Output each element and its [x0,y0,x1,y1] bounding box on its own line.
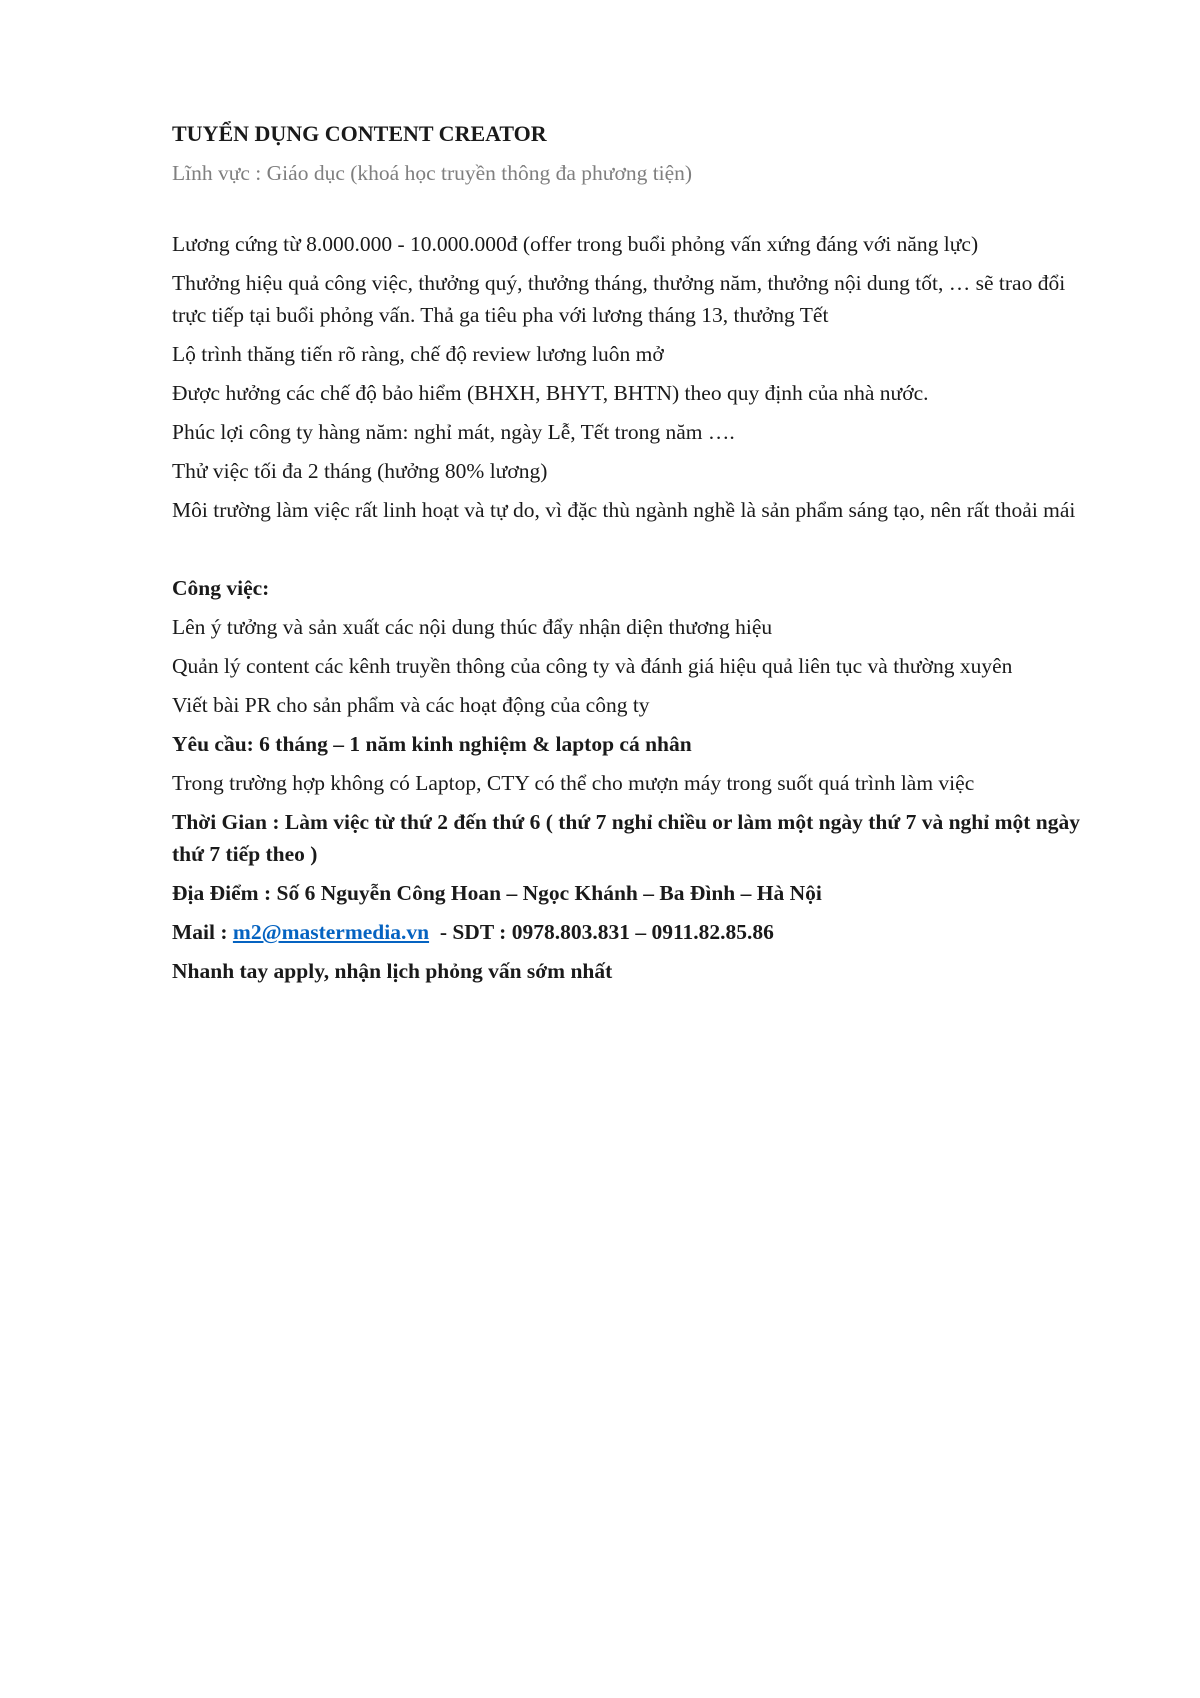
spacer [172,189,1102,228]
benefit-item: Được hưởng các chế độ bảo hiểm (BHXH, BHYT, BHTN) theo quy định của nhà nước. [172,381,929,405]
job-item: Lên ý tưởng và sản xuất các nội dung thúc đẩy nhận diện thương hiệu [172,615,773,639]
benefits-list [172,228,1102,526]
jobs-heading: Công việc: [172,576,270,600]
benefit-item: Lương cứng từ 8.000.000 - 10.000.000đ (offer trong buổi phỏng vấn xứng đáng với năng lực) [172,232,979,256]
location-line: Địa Điểm : Số 6 Nguyễn Công Hoan – Ngọc Khánh – Ba Đình – Hà Nội [172,881,822,905]
mail-label: Mail : [172,920,233,944]
benefit-item: Thử việc tối đa 2 tháng (hưởng 80% lương) [172,459,548,483]
benefit-item: Phúc lợi công ty hàng năm: nghỉ mát, ngày Lễ, Tết trong năm …. [172,420,735,444]
job-item: Viết bài PR cho sản phẩm và các hoạt động của công ty [172,693,650,717]
requirement-line: Yêu cầu: 6 tháng – 1 năm kinh nghiệm & laptop cá nhân [172,732,692,756]
page-subtitle: Lĩnh vực : Giáo dục (khoá học truyền thông đa phương tiện) [172,161,693,185]
job-item: Quản lý content các kênh truyền thông của công ty và đánh giá hiệu quả liên tục và thường xuyên [172,654,1013,678]
benefit-item: Môi trường làm việc rất linh hoạt và tự do, vì đặc thù ngành nghề là sản phẩm sáng tạo, nên rất thoải mái [172,498,1076,522]
benefit-item: Thưởng hiệu quả công việc, thưởng quý, thưởng tháng, thưởng năm, thưởng nội dung tốt, … sẽ trao đổi trực tiếp tại buổi phỏng vấn. Thả ga tiêu pha với lương tháng 13, thưởng Tết [172,271,1066,327]
laptop-note: Trong trường hợp không có Laptop, CTY có thể cho mượn máy trong suốt quá trình làm việc [172,771,975,795]
phone-text: - SDT : 0978.803.831 – 0911.82.85.86 [429,920,774,944]
email-link[interactable]: m2@mastermedia.vn [232,920,430,944]
page-title: TUYỂN DỤNG CONTENT CREATOR [172,121,547,146]
jobs-list [172,611,1102,721]
contact-line [172,916,1102,948]
benefit-item: Lộ trình thăng tiến rõ ràng, chế độ review lương luôn mở [172,342,664,366]
spacer [172,533,1102,572]
document-page [172,118,1102,994]
schedule-line: Thời Gian : Làm việc từ thứ 2 đến thứ 6 ( thứ 7 nghỉ chiều or làm một ngày thứ 7 và nghỉ một ngày thứ 7 tiếp theo ) [172,810,1081,866]
call-to-action: Nhanh tay apply, nhận lịch phỏng vấn sớm nhất [172,959,613,983]
